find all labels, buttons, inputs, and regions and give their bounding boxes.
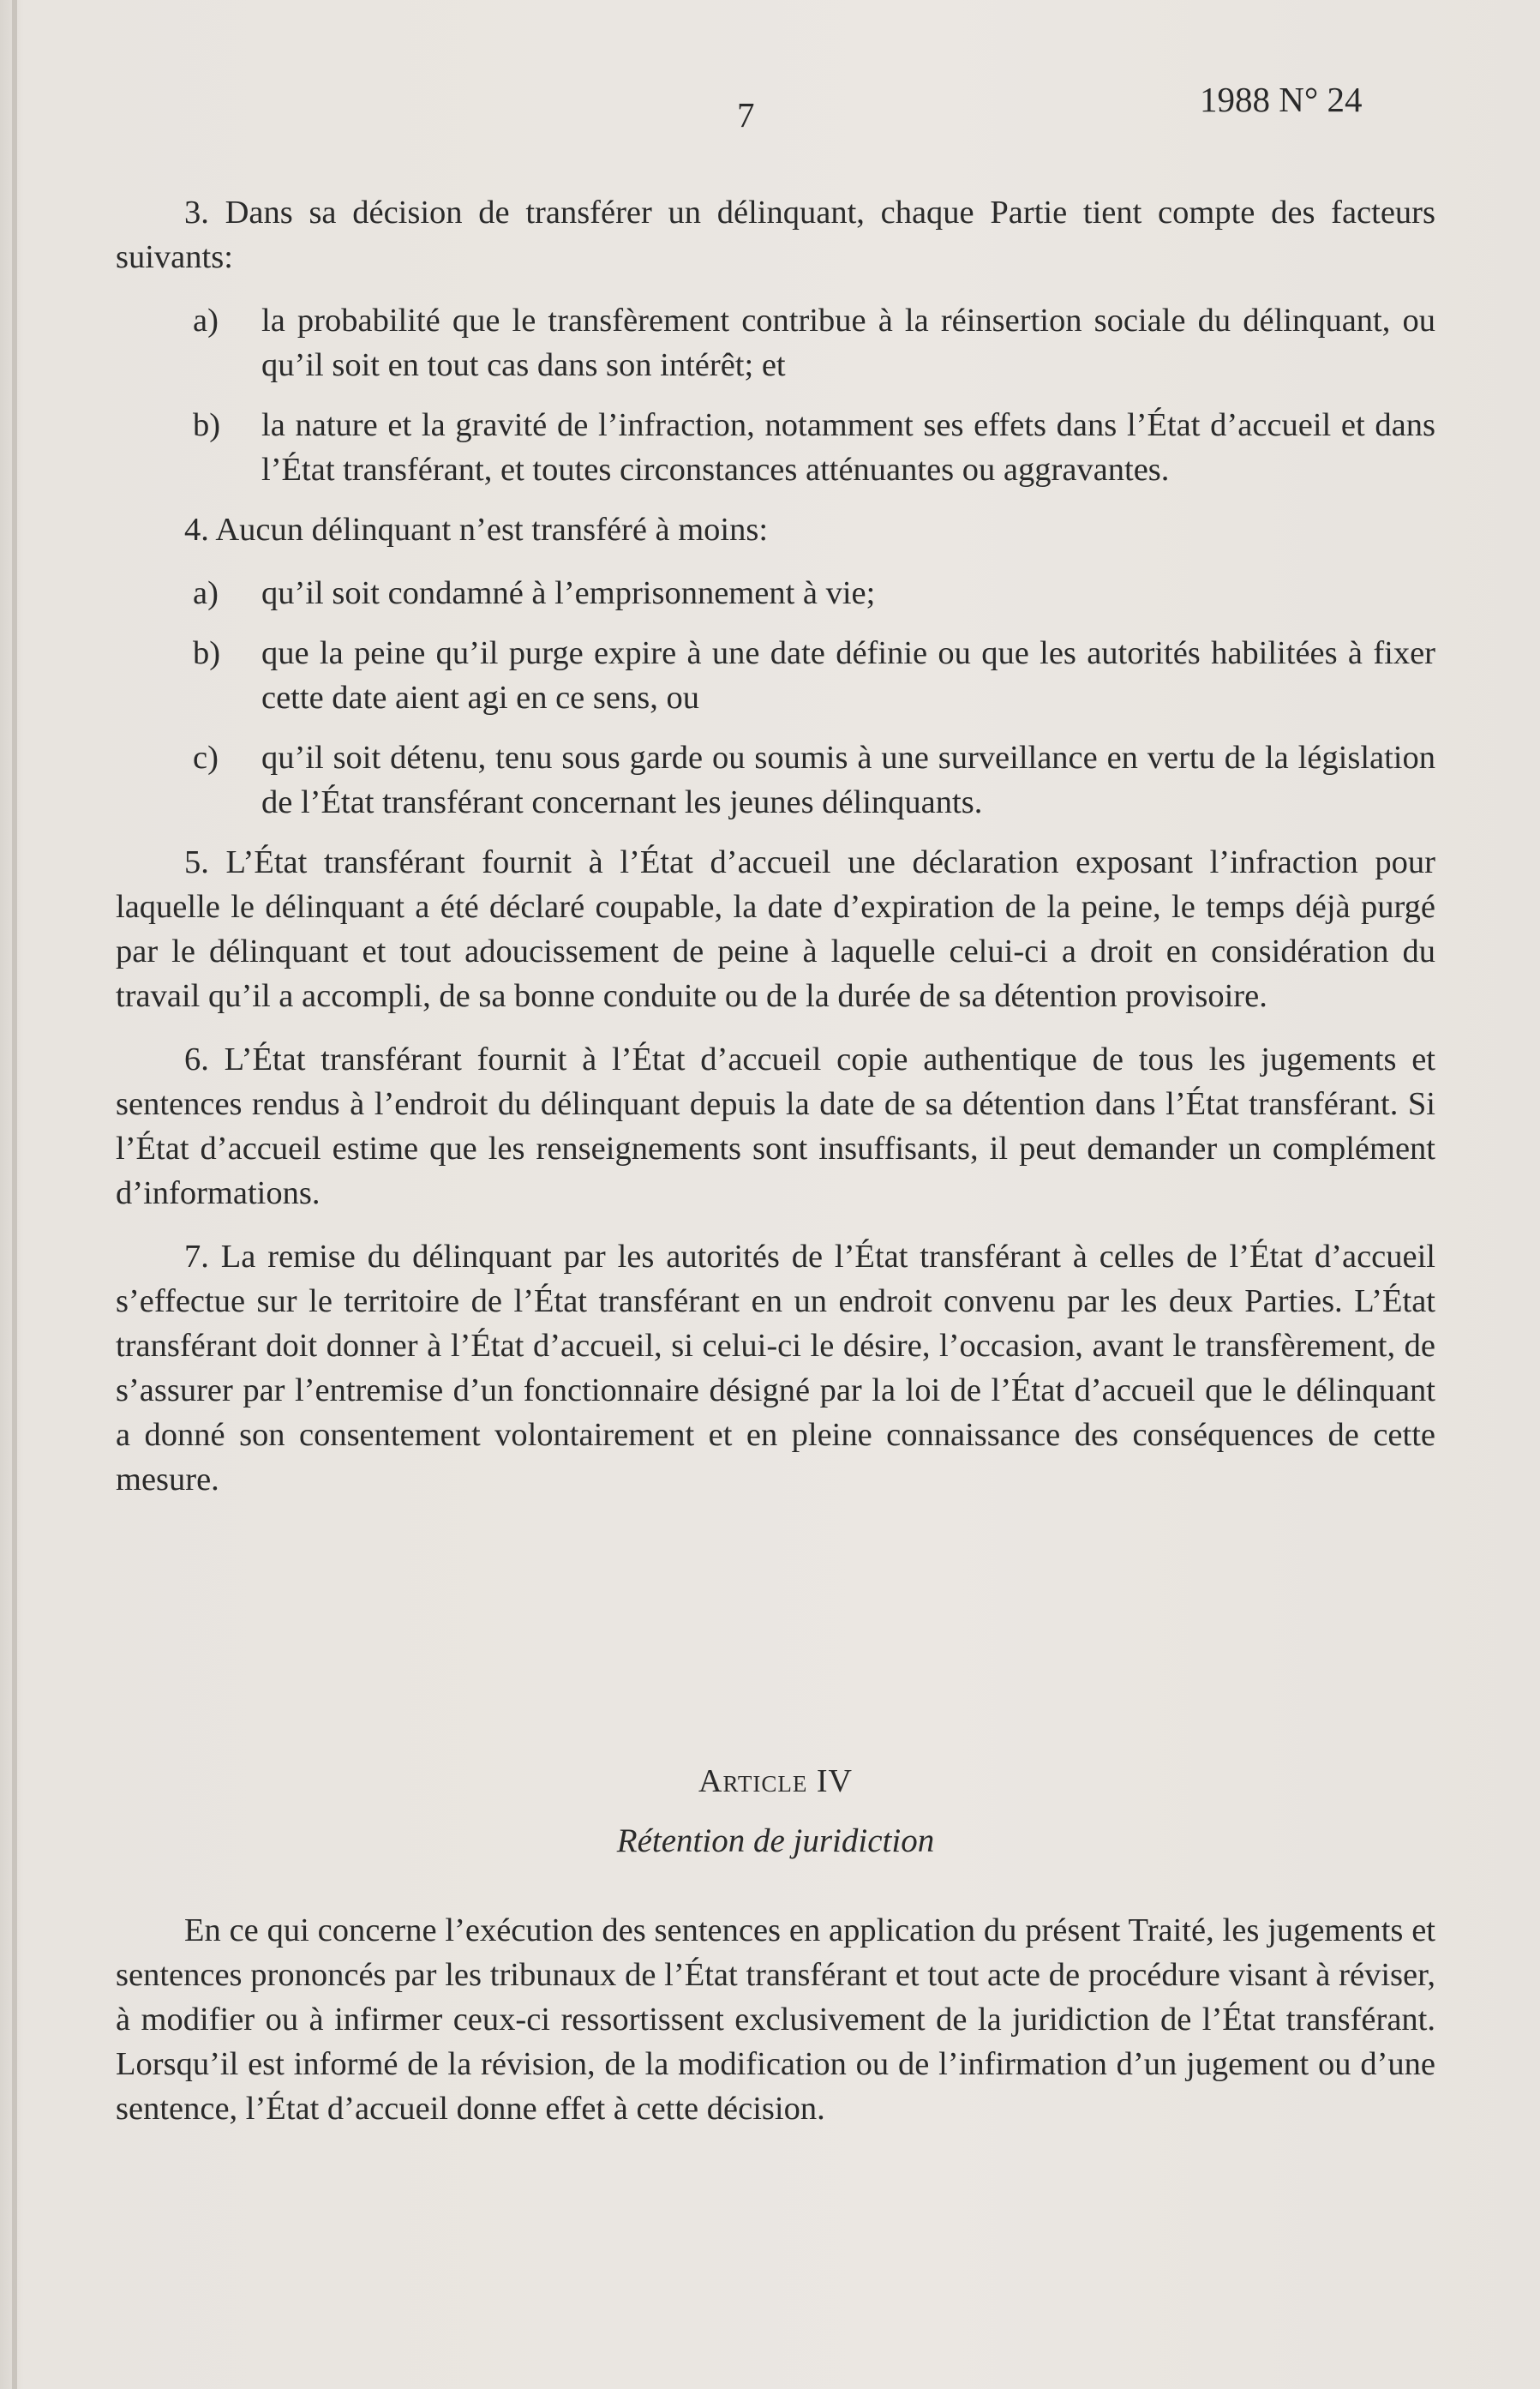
list-item-label: b) [193,407,221,443]
list-item-text: qu’il soit condamné à l’emprisonnement à vie; [261,575,876,611]
list-item-label: a) [193,575,219,611]
list-item [116,735,1435,825]
paragraph-3-intro: 3. Dans sa décision de transférer un délinquant, chaque Partie tient compte des facteurs suivants: [116,195,1435,275]
paragraph-6: 6. L’État transférant fournit à l’État d’accueil copie authentique de tous les jugements et sentences rendus à l’endroit du délinquant depuis la date de sa détention dans l’État transférant. Si l’État d’accueil estime que les renseignements sont insuffisants, il peut demander un complément d’informations. [116,1041,1435,1211]
list-item [116,631,1435,720]
paragraph-7: 7. La remise du délinquant par les autorités de l’État transférant à celles de l’État d’accueil s’effectue sur le territoire de l’État transférant en un endroit convenu par les deux Parties. L’État transférant doit donner à l’État d’accueil, si celui-ci le désire, l’occasion, avant le transfèrement, de s’assurer par l’entremise d’un fonctionnaire désigné par la loi de l’État d’accueil que le délinquant a donné son consentement volontairement et en pleine connaissance des conséquences de cette mesure. [116,1239,1435,1498]
document-reference: 1988 N° 24 [1200,80,1363,119]
list-item-label: c) [193,740,219,776]
article-subtitle: Rétention de juridiction [616,1822,935,1859]
list-item-label: b) [193,635,221,671]
list-item [116,571,1435,615]
list-item-text: la probabilité que le transfèrement contribue à la réinsertion sociale du délinquant, ou qu’il soit en tout cas dans son intérêt; et [261,303,1435,383]
list-item-label: a) [193,303,219,339]
list-item-text: la nature et la gravité de l’infraction, notamment ses effets dans l’État d’accueil et dans l’État transférant, et toutes circonstances atténuantes ou aggravantes. [261,407,1435,488]
list-item-text: qu’il soit détenu, tenu sous garde ou soumis à une surveillance en vertu de la législation de l’État transférant concernant les jeunes délinquants. [261,740,1435,820]
page-header [0,79,1540,139]
page-number: 7 [737,95,755,135]
article-paragraph: En ce qui concerne l’exécution des sentences en application du présent Traité, les jugements et sentences prononcés par les tribunaux de l’État transférant et tout acte de procédure visant à réviser, à modifier ou à infirmer ceux-ci ressortissent exclusivement de la juridiction de l’État transférant. Lorsqu’il est informé de la révision, de la modification ou de l’infirmation d’un jugement ou d’une sentence, l’État d’accueil donne effet à cette décision. [116,1912,1435,2127]
paragraph-5: 5. L’État transférant fournit à l’État d’accueil une déclaration exposant l’infraction pour laquelle le délinquant a été déclaré coupable, la date d’expiration de la peine, le temps déjà purgé par le délinquant et tout adoucissement de peine à laquelle celui-ci a droit en considération du travail qu’il a accompli, de sa bonne conduite ou de la durée de sa détention provisoire. [116,844,1435,1014]
list-item [116,403,1435,492]
page-binding-edge [12,0,17,2389]
article-heading: Article IV [698,1763,853,1799]
paragraph-4-intro: 4. Aucun délinquant n’est transféré à moins: [184,512,769,548]
document-body [116,190,1435,2150]
list-item [116,298,1435,387]
list-item-text: que la peine qu’il purge expire à une date définie ou que les autorités habilitées à fixer cette date aient agi en ce sens, ou [261,635,1435,716]
